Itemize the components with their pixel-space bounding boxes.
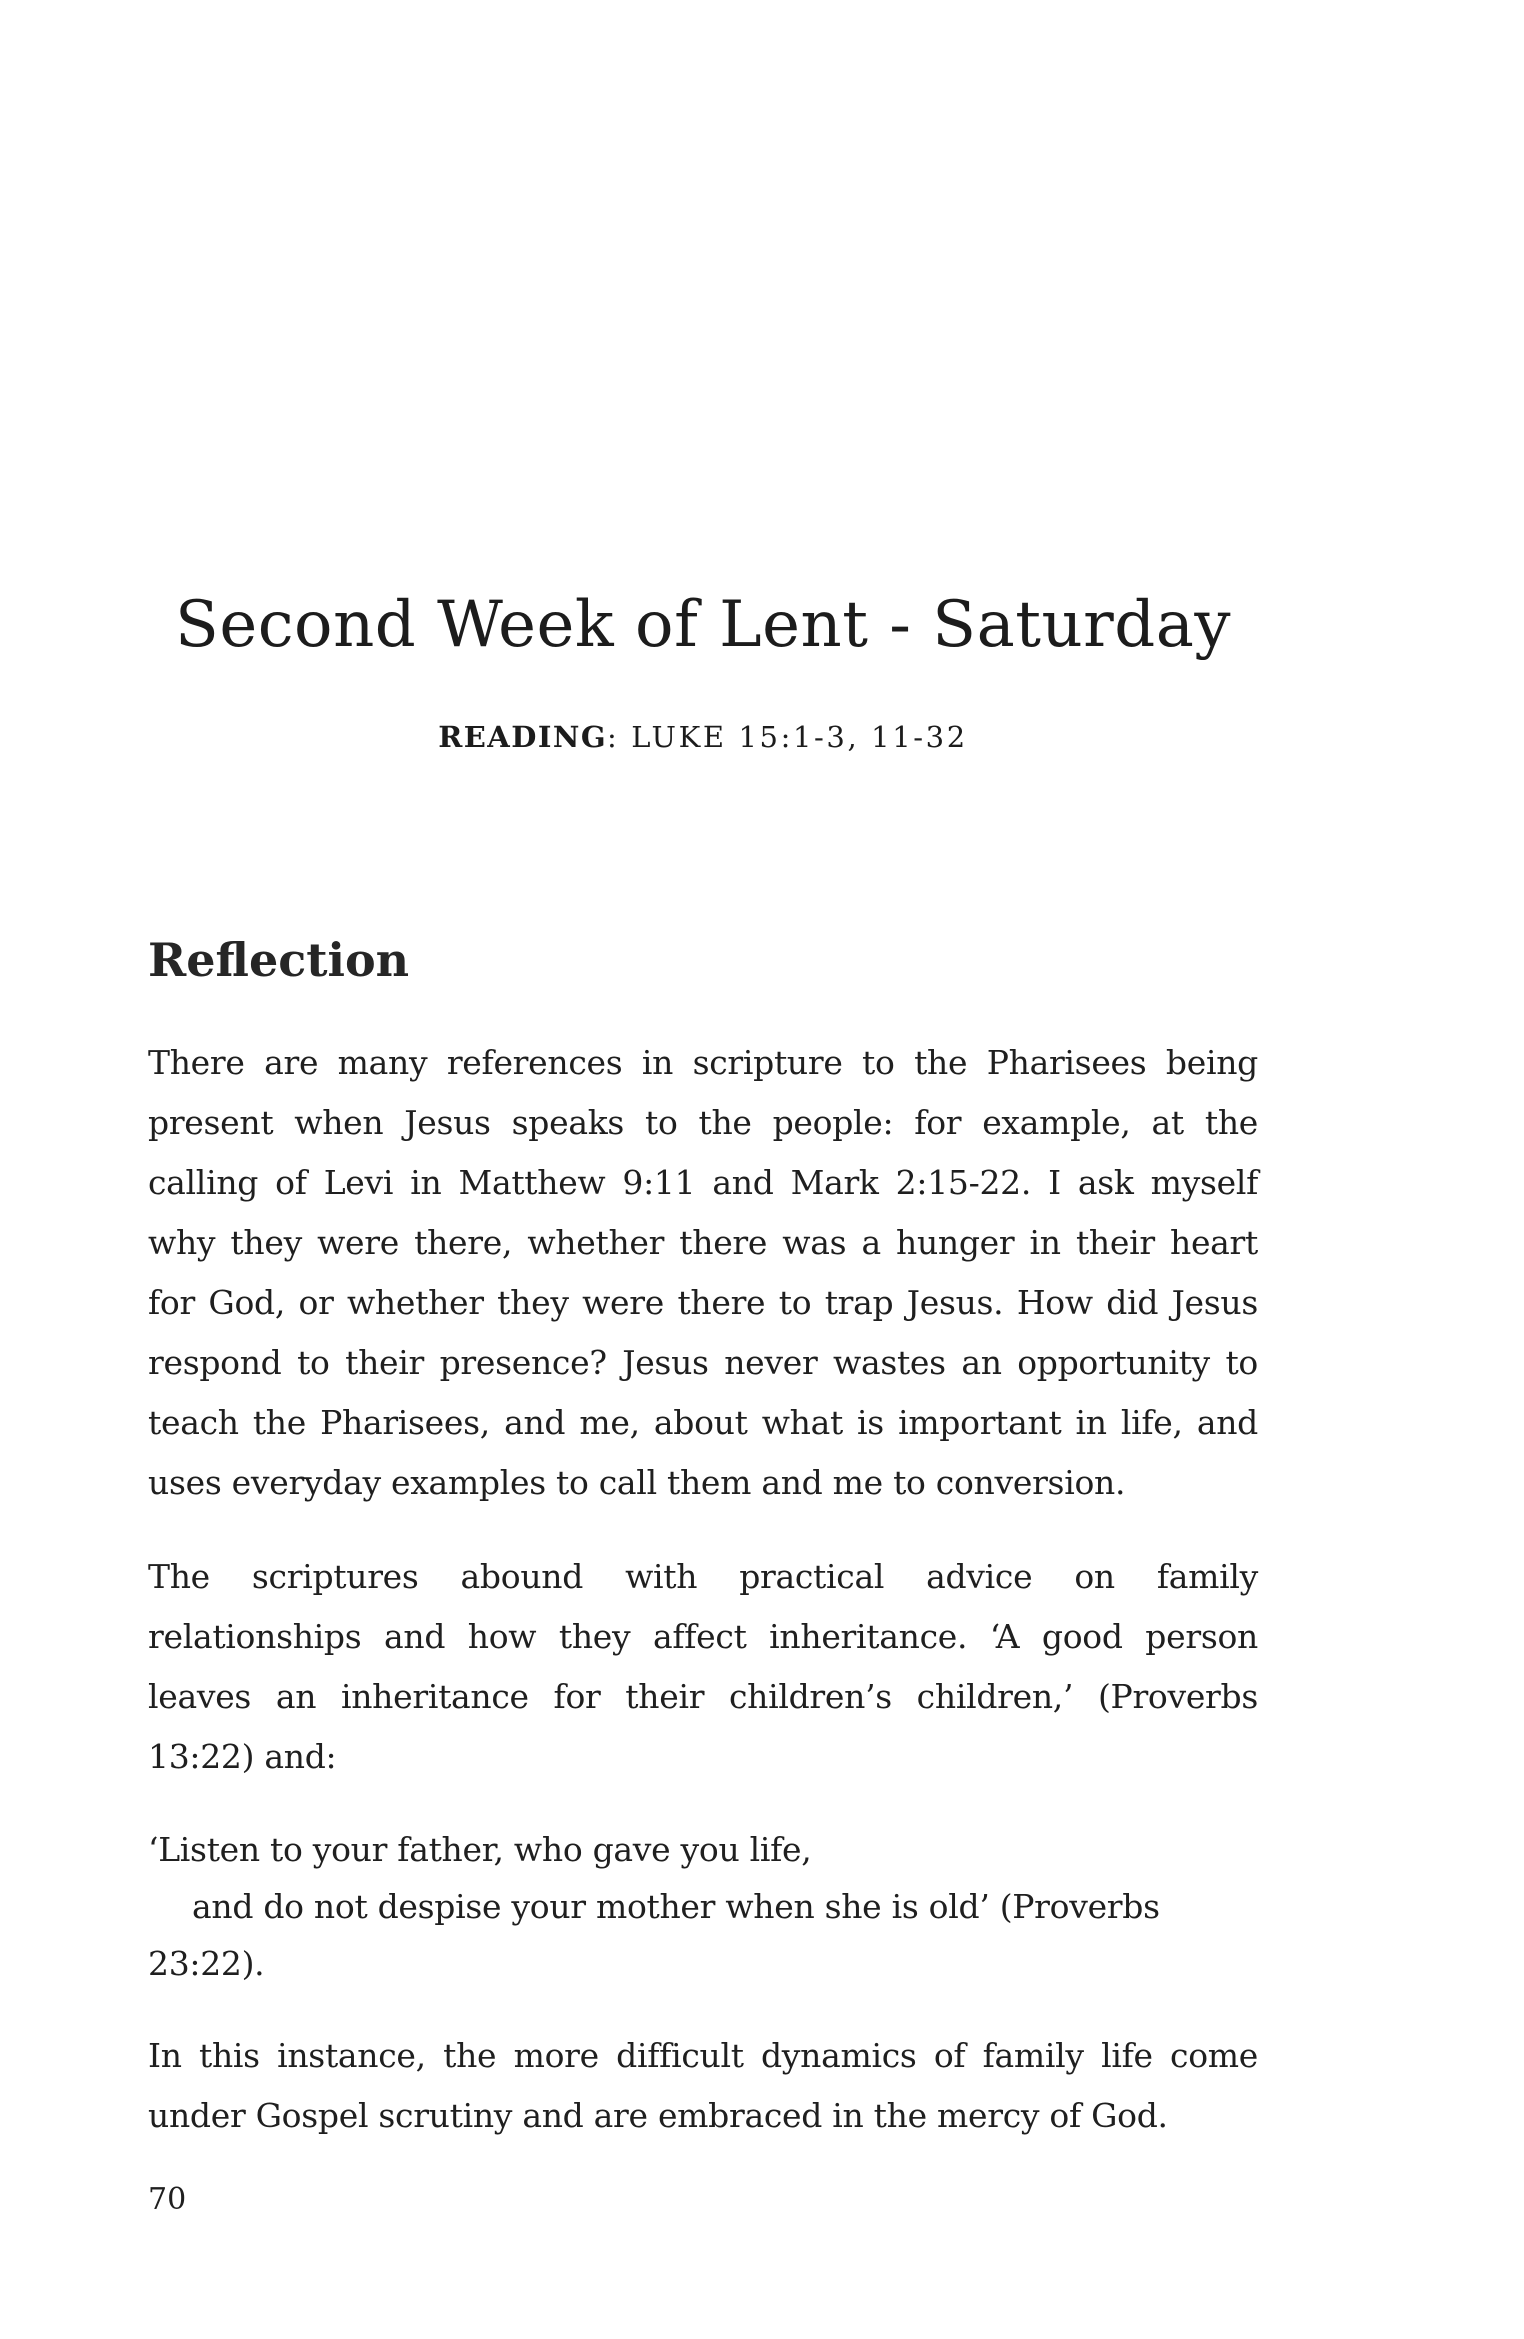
text-line: 13:22) and: <box>148 1737 337 1776</box>
reading-line <box>148 717 1258 757</box>
text-line: teach the Pharisees, and me, about what is important in life, and <box>148 1403 1258 1442</box>
paragraph <box>148 1033 1258 1513</box>
text-line: 23:22). <box>148 1944 265 1983</box>
reflection-text <box>148 1033 1258 2146</box>
reading-separator: : <box>607 720 632 754</box>
text-line: why they were there, whether there was a hunger in their heart <box>148 1223 1258 1262</box>
reading-label: READING <box>438 720 608 754</box>
text-line: relationships and how they affect inheritance. ‘A good person <box>148 1617 1258 1656</box>
text-line: under Gospel scrutiny and are embraced in the mercy of God. <box>148 2096 1168 2135</box>
paragraph <box>148 2026 1258 2146</box>
text-line: In this instance, the more difficult dynamics of family life come <box>148 2036 1258 2075</box>
scripture-quote <box>148 1821 1258 1992</box>
text-line: The scriptures abound with practical advice on family <box>148 1557 1258 1596</box>
page-title: Second Week of Lent - Saturday <box>174 588 1232 662</box>
paragraph <box>148 1547 1258 1787</box>
text-line: for God, or whether they were there to trap Jesus. How did Jesus <box>148 1283 1258 1322</box>
text-line: present when Jesus speaks to the people: for example, at the <box>148 1103 1258 1142</box>
text-line: and do not despise your mother when she is old’ (Proverbs <box>192 1887 1160 1926</box>
text-line: leaves an inheritance for their children’s children,’ (Proverbs <box>148 1677 1258 1716</box>
page-number: 70 <box>148 2182 187 2217</box>
reading-reference: LUKE 15:1-3, 11-32 <box>631 720 968 754</box>
text-line: calling of Levi in Matthew 9:11 and Mark 2:15-22. I ask myself <box>148 1163 1258 1202</box>
text-line: There are many references in scripture to the Pharisees being <box>148 1043 1258 1082</box>
text-line: uses everyday examples to call them and me to conversion. <box>148 1463 1126 1502</box>
section-heading: Reflection <box>148 933 410 987</box>
text-line: respond to their presence? Jesus never wastes an opportunity to <box>148 1343 1258 1382</box>
text-line: ‘Listen to your father, who gave you life, <box>148 1830 812 1869</box>
text-column <box>148 585 1258 2220</box>
